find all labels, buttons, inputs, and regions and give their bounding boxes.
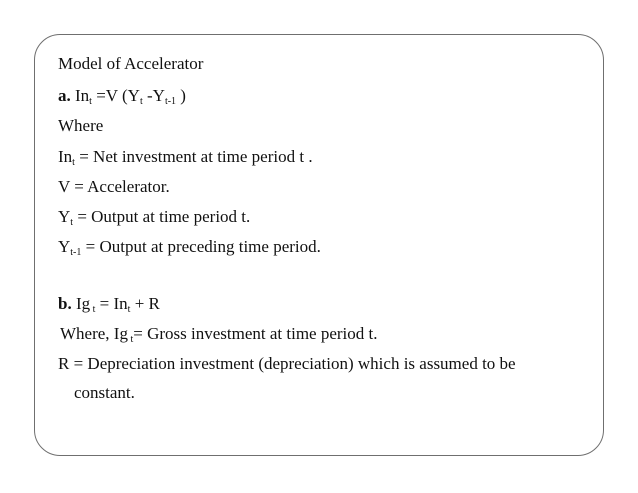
definition-gross-investment (60, 324, 378, 344)
symbol: Where, Ig (60, 324, 128, 343)
eq-sub: t-1 (164, 96, 177, 107)
definition-depreciation-continued: constant. (74, 383, 135, 402)
definition-text: = Output at time period t. (73, 207, 251, 226)
eq-term: =V (Y (91, 86, 140, 105)
definition-text: = Gross investment at time period t. (133, 324, 378, 343)
symbol-sub: t (70, 217, 74, 228)
definition-text: = Output at preceding time period. (81, 237, 321, 256)
definition-output (58, 207, 250, 227)
symbol: Y (58, 207, 71, 226)
eq-sub: t (90, 304, 96, 315)
eq-term: ) (176, 86, 186, 105)
equation-b (58, 294, 160, 314)
definition-net-investment (58, 147, 313, 167)
symbol: Y (58, 237, 71, 256)
eq-term: In (75, 86, 90, 105)
symbol-sub: t (72, 157, 75, 168)
eq-sub: t (139, 96, 143, 107)
equation-a (58, 86, 186, 106)
definition-accelerator: V = Accelerator. (58, 177, 170, 196)
eq-term: = In (95, 294, 128, 313)
equation-label: a. (58, 86, 71, 105)
definition-text: = Net investment at time period t . (74, 147, 313, 166)
eq-term: + R (130, 294, 160, 313)
where-label: Where (58, 116, 104, 135)
slide-title: Model of Accelerator (58, 54, 204, 73)
eq-sub: t (127, 304, 131, 315)
symbol-sub: t (127, 334, 134, 345)
symbol: In (58, 147, 73, 166)
definition-preceding-output (58, 237, 321, 257)
eq-term: -Y (142, 86, 165, 105)
equation-label: b. (58, 294, 72, 313)
eq-sub: t (89, 96, 92, 107)
symbol-sub: t-1 (70, 247, 82, 258)
definition-depreciation: R = Depreciation investment (depreciation) which is assumed to be (58, 354, 516, 373)
eq-term: Ig (71, 294, 91, 313)
